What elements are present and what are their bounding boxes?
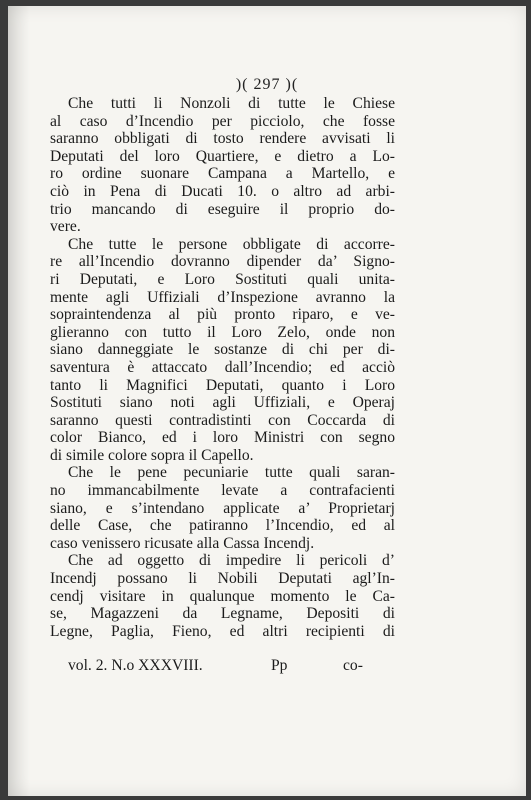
text-line: saranno obbligati di tosto rendere avvisati li bbox=[50, 130, 395, 148]
text-line: ciò in Pena di Ducati 10. o altro ad arbi- bbox=[50, 182, 395, 200]
text-line: di simile colore sopra il Capello. bbox=[50, 446, 254, 464]
text-line: sopraintendenza al più pronto riparo, e ve- bbox=[50, 306, 395, 324]
text-line: se, Magazzeni da Legname, Depositi di bbox=[50, 605, 395, 623]
text-line: color Bianco, ed i loro Ministri con segno bbox=[50, 429, 395, 447]
text-line: Incendj possano li Nobili Deputati agl’In- bbox=[50, 570, 395, 588]
text-line: mente agli Uffiziali d’Inspezione avranno la bbox=[50, 288, 395, 306]
text-line: trio mancando di eseguire il proprio do- bbox=[50, 200, 395, 218]
text-line: Deputati del loro Quartiere, e dietro a Lo- bbox=[50, 147, 395, 165]
catchword: co- bbox=[343, 657, 363, 674]
text-line: al caso d’Incendio per picciolo, che fosse bbox=[50, 112, 395, 130]
signature-mark: Pp bbox=[271, 657, 288, 674]
page-header: )( 297 )( bbox=[235, 76, 299, 93]
text-line: cendj visitare in qualunque momento le Ca- bbox=[50, 587, 395, 605]
page-gutter-shadow bbox=[8, 6, 30, 796]
text-line: saranno questi contradistinti con Coccarda di bbox=[50, 411, 395, 429]
text-line: siano, e s’intendano applicate a’ Proprietarj bbox=[50, 499, 395, 517]
text-line: Che tutti li Nonzoli di tutte le Chiese bbox=[68, 95, 395, 112]
page-body bbox=[50, 95, 395, 640]
text-line: vere. bbox=[50, 218, 81, 236]
volume-mark: vol. 2. N.o XXXVIII. bbox=[68, 657, 203, 674]
text-line: ro ordine suonare Campana a Martello, e bbox=[50, 165, 395, 183]
text-line: no immancabilmente levate a contrafacienti bbox=[50, 482, 395, 500]
text-line: Sostituti siano noti agli Uffiziali, e Operaj bbox=[50, 394, 395, 412]
text-line: glieranno con tutto il Loro Zelo, onde non bbox=[50, 323, 395, 341]
text-line: ri Deputati, e Loro Sostituti quali unita- bbox=[50, 270, 395, 288]
text-line: delle Case, che patiranno l’Incendio, ed al bbox=[50, 517, 395, 535]
text-line: caso venissero ricusate alla Cassa Incendj. bbox=[50, 534, 315, 552]
text-line: Legne, Paglia, Fieno, ed altri recipienti di bbox=[50, 622, 395, 640]
text-line: Che ad oggetto di impedire li pericoli d’ bbox=[68, 552, 395, 570]
text-line: re all’Incendio dovranno dipender da’ Signo- bbox=[50, 253, 395, 271]
text-line: siano danneggiate le sostanze di chi per di- bbox=[50, 341, 395, 359]
text-line: saventura è attaccato dall’Incendio; ed acciò bbox=[50, 358, 395, 376]
text-line: tanto li Magnifici Deputati, quanto i Loro bbox=[50, 376, 395, 394]
book-page bbox=[8, 6, 526, 796]
text-line: Che tutte le persone obbligate di accorre- bbox=[68, 235, 395, 253]
text-line: Che le pene pecuniarie tutte quali saran- bbox=[68, 464, 395, 482]
